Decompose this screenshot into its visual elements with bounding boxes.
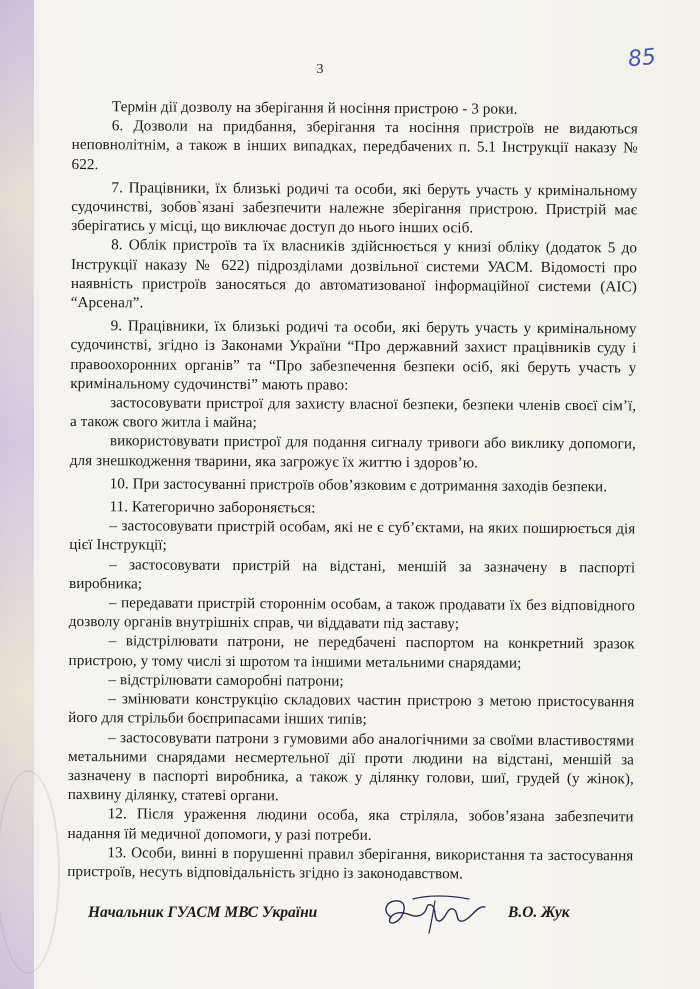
prohibition-2: – застосовувати пристрій на відстані, меншій за зазначену в паспорті виробника; bbox=[68, 555, 636, 593]
stamp-trace bbox=[0, 770, 60, 974]
paragraph-9-right-2: використовувати пристрої для подання сигналу тривоги або виклику допомоги, для знешкодження тварини, яка загрожує їх життю і здоров’ю. bbox=[69, 432, 636, 472]
prohibition-7: – застосовувати патрони з гумовими або аналогічними за своїми властивостями метальними снарядами несмертельної дії проти людини на відстані, меншій за зазначену в паспорті виробника, а також у ділянку голови, шиї, грудей (у жінок), пахвину ділянку, статеві органи. bbox=[67, 728, 635, 805]
paragraph-13: 13. Особи, винні в порушенні правил зберігання, використання та застосування пристроїв, несуть відповідальність згідно із законодавством. bbox=[67, 843, 634, 883]
paragraph-9-right-1: застосовувати пристрої для захисту власної безпеки, безпеки членів своєї сім’ї, а також свого житла і майна; bbox=[69, 394, 637, 432]
paragraph-10: 10. При застосуванні пристроїв обов’язковим є дотримання заходів безпеки. bbox=[109, 475, 608, 496]
prohibition-4: – відстрілювати патрони, не передбачені паспортом на конкретний зразок пристрою, у тому числі зі шротом та іншими метальними снарядами; bbox=[68, 632, 635, 672]
paragraph-12: 12. Після ураження людини особа, яка стріляла, зобов’язана забезпечити надання їй медичної допомоги, у разі потреби. bbox=[67, 805, 634, 844]
paragraph-6: 6. Дозволи на придбання, зберігання та носіння пристроїв не видаються неповнолітнім, а також в інших випадках, передбачених п. 5.1 Інструкції наказу № 622. bbox=[71, 117, 638, 173]
paragraph-7: 7. Працівники, їх близькі родичі та особи, які беруть участь у кримінальному судочинстві, зобов`язані забезпечити належне зберігання пристрою. Пристрій має зберігатись у місці, що виключає доступ до нього інших осіб. bbox=[71, 179, 638, 237]
paragraph-9: 9. Працівники, їх близькі родичі та особи, які беруть участь у кримінальному судочинстві, згідно із Законами України “Про державний захист працівників суду і правоохоронних органів” та “Про забезпечення безпеки осіб, які беруть участь у кримінальному судочинстві” мають право: bbox=[70, 317, 637, 394]
handwritten-page-number: 85 bbox=[626, 44, 658, 73]
signatory-position: Начальник ГУАСМ МВС України bbox=[88, 904, 318, 921]
signatory-name: В.О. Жук bbox=[508, 904, 570, 921]
document-body bbox=[67, 97, 638, 885]
paragraph-term: Термін дії дозволу на зберігання й носіння пристрою - 3 роки. bbox=[111, 98, 518, 118]
prohibition-6: – змінювати конструкцію складових частин пристрою з метою пристосування його для стрільби боєприпасами інших типів; bbox=[68, 690, 635, 729]
prohibition-1: – застосовувати пристрій особам, які не є суб’єктами, на яких поширюється дія цієї Інструкції; bbox=[69, 517, 636, 555]
prohibition-5: – відстрілювати саморобні патрони; bbox=[108, 671, 344, 690]
signature-icon bbox=[373, 891, 493, 937]
paragraph-8: 8. Облік пристроїв та їх власників здійснюється у книзі обліку (додаток 5 до Інструкції наказу № 622) підрозділами дозвільної системи УАСМ. Відомості про наявність пристроїв заносяться до автоматизованої інформаційної системи (АІС) “Арсенал”. bbox=[70, 236, 638, 312]
page-number: 3 bbox=[316, 62, 324, 77]
prohibition-3: – передавати пристрій стороннім особам, а також продавати їх без відповідного дозволу органів внутрішніх справ, чи віддавати під заставу; bbox=[68, 594, 635, 633]
signature-block bbox=[88, 901, 628, 941]
paragraph-11: 11. Категорично забороняється: bbox=[109, 498, 316, 517]
